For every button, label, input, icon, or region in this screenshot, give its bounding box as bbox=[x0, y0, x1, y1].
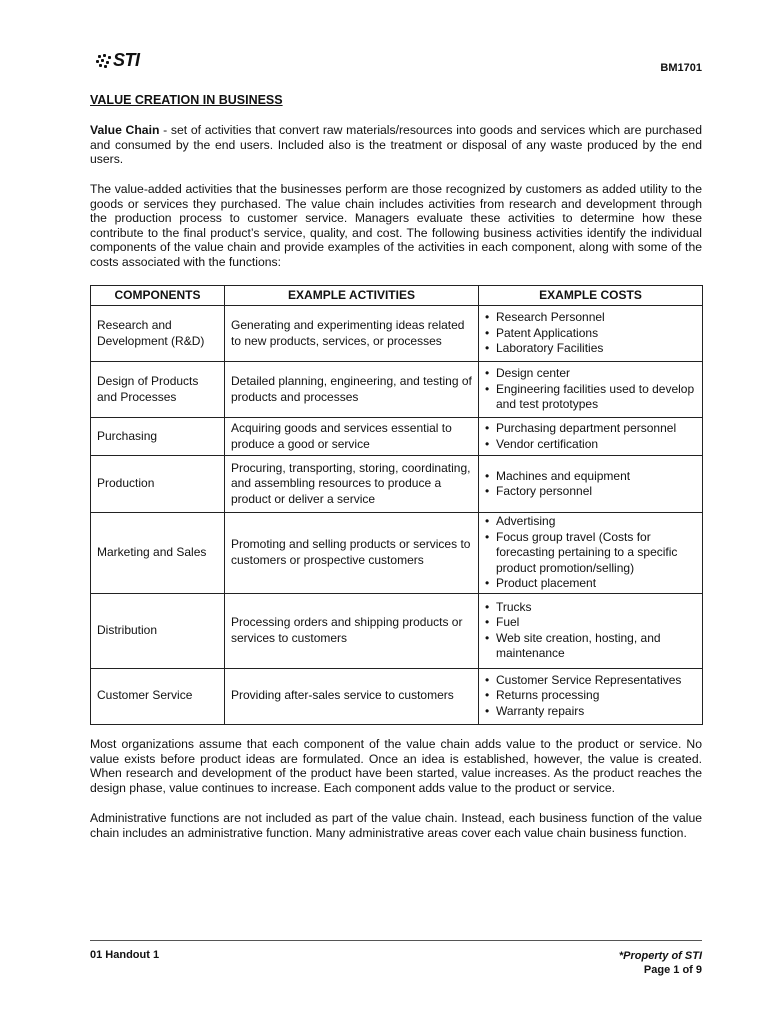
paragraph-value-chain bbox=[90, 123, 702, 167]
footer-divider bbox=[90, 940, 702, 941]
cost-item: • Focus group travel (Costs for forecasting pertaining to a specific product promotion/selling) bbox=[483, 530, 696, 577]
page-title: VALUE CREATION IN BUSINESS bbox=[90, 93, 283, 107]
activity-cell: Detailed planning, engineering, and testing of products and processes bbox=[225, 362, 479, 418]
cost-item: • Factory personnel bbox=[483, 484, 696, 500]
cost-item: • Product placement bbox=[483, 576, 696, 592]
cost-item: • Machines and equipment bbox=[483, 469, 696, 485]
cost-item: • Laboratory Facilities bbox=[483, 341, 696, 357]
activity-cell: Promoting and selling products or services to customers or prospective customers bbox=[225, 513, 479, 594]
footer-page-number: Page 1 of 9 bbox=[643, 964, 702, 976]
component-cell: Customer Service bbox=[91, 668, 225, 724]
header-components: COMPONENTS bbox=[91, 286, 225, 306]
cost-item: • Patent Applications bbox=[483, 326, 696, 342]
cost-item: • Design center bbox=[483, 366, 696, 382]
component-cell: Marketing and Sales bbox=[91, 513, 225, 594]
cost-item: • Purchasing department personnel bbox=[483, 421, 696, 437]
activity-cell: Providing after-sales service to customers bbox=[225, 668, 479, 724]
cost-item: • Trucks bbox=[483, 600, 696, 616]
activity-cell: Procuring, transporting, storing, coordinating, and assembling resources to produce a product or deliver a service bbox=[225, 456, 479, 513]
value-chain-definition: - set of activities that convert raw materials/resources into goods and services which are purchased and consumed by the end users. Included also is the treatment or disposal of any waste produced by the end users. bbox=[90, 123, 702, 167]
activity-cell: Generating and experimenting ideas related to new products, services, or processes bbox=[225, 306, 479, 362]
table-row bbox=[91, 593, 703, 668]
table-row bbox=[91, 668, 703, 724]
header-example-activities: EXAMPLE ACTIVITIES bbox=[225, 286, 479, 306]
component-cell: Design of Products and Processes bbox=[91, 362, 225, 418]
value-chain-term: Value Chain bbox=[90, 123, 160, 137]
cost-item: • Fuel bbox=[483, 615, 696, 631]
component-cell: Production bbox=[91, 456, 225, 513]
cost-item: • Returns processing bbox=[483, 688, 696, 704]
cost-item: • Warranty repairs bbox=[483, 704, 696, 720]
sti-logo bbox=[96, 50, 140, 71]
paragraph-administrative: Administrative functions are not included as part of the value chain. Instead, each business function of the value chain includes an administrative function. Many administrative areas cover each value chain business function. bbox=[90, 811, 702, 840]
footer-right bbox=[619, 949, 702, 977]
table-row bbox=[91, 513, 703, 594]
table-row bbox=[91, 362, 703, 418]
table-header-row bbox=[91, 286, 703, 306]
costs-cell bbox=[479, 593, 703, 668]
costs-cell bbox=[479, 306, 703, 362]
header-example-costs: EXAMPLE COSTS bbox=[479, 286, 703, 306]
costs-cell bbox=[479, 668, 703, 724]
component-cell: Distribution bbox=[91, 593, 225, 668]
value-chain-table bbox=[90, 285, 703, 725]
document-code: BM1701 bbox=[660, 62, 702, 74]
component-cell: Purchasing bbox=[91, 418, 225, 456]
costs-cell bbox=[479, 362, 703, 418]
costs-cell bbox=[479, 418, 703, 456]
sti-logo-mark-icon bbox=[96, 53, 112, 69]
cost-item: • Advertising bbox=[483, 514, 696, 530]
cost-item: • Customer Service Representatives bbox=[483, 673, 696, 689]
costs-cell bbox=[479, 456, 703, 513]
activity-cell: Processing orders and shipping products or services to customers bbox=[225, 593, 479, 668]
table-row bbox=[91, 306, 703, 362]
logo-text: STI bbox=[113, 50, 140, 70]
component-cell: Research and Development (R&D) bbox=[91, 306, 225, 362]
paragraph-component-value: Most organizations assume that each component of the value chain adds value to the product or service. No value exists before product ideas are formulated. Once an idea is established, however, the value is created. When research and development of the product have been started, value increases. As the product reaches the design phase, value continues to increase. Each component adds value to the product or service. bbox=[90, 737, 702, 795]
cost-item: • Web site creation, hosting, and maintenance bbox=[483, 631, 696, 662]
paragraph-value-added: The value-added activities that the businesses perform are those recognized by customers as added utility to the goods or services they purchased. The value chain includes activities from research and development through the production process to customer service. Managers evaluate these activities to determine how these contribute to the final product’s service, quality, and cost. The following business activities identify the individual components of the value chain and provide examples of the activities in each component, along with some of the costs associated with the functions: bbox=[90, 182, 702, 269]
footer-property: *Property of STI bbox=[618, 950, 702, 962]
footer-handout: 01 Handout 1 bbox=[90, 949, 160, 961]
cost-item: • Engineering facilities used to develop and test prototypes bbox=[483, 382, 696, 413]
costs-cell bbox=[479, 513, 703, 594]
activity-cell: Acquiring goods and services essential to produce a good or service bbox=[225, 418, 479, 456]
table-row bbox=[91, 418, 703, 456]
cost-item: • Vendor certification bbox=[483, 437, 696, 453]
table-row bbox=[91, 456, 703, 513]
cost-item: • Research Personnel bbox=[483, 310, 696, 326]
